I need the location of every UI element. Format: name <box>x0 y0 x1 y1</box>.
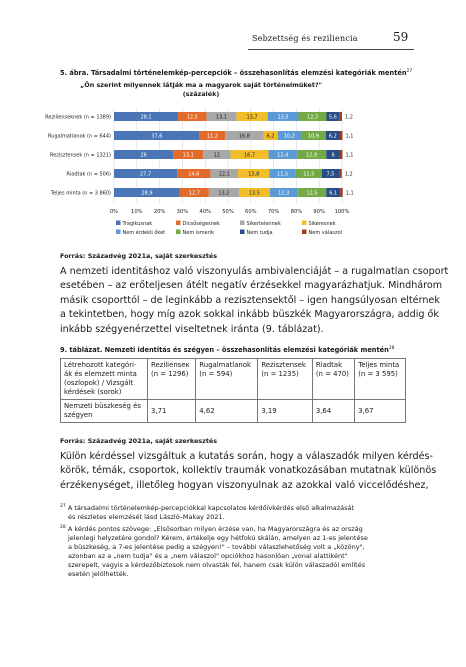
paragraph-line: inkább szégyenérzettel viseltetnek iránta (9. táblázat). <box>60 323 324 335</box>
column-name: Rugalmatlanok <box>199 361 251 369</box>
row-label-line: Nemzeti büszkeség és <box>64 402 141 410</box>
legend-swatch <box>240 221 245 226</box>
bar-segment <box>340 188 343 197</box>
bar-segment <box>340 131 343 140</box>
bar-segment <box>339 169 342 178</box>
data-label: 1,1 <box>345 190 354 197</box>
page-number: 59 <box>393 30 409 44</box>
legend-label: Nem válaszol <box>308 230 342 236</box>
x-tick-label: 30% <box>176 209 189 215</box>
header-line: Létrehozott kategóri- <box>64 361 137 369</box>
data-label: 12 <box>213 152 221 159</box>
paragraph-line: esetében – az erőteljesen átélt negatív érzésekkel magyarázhatjuk. Mindhárom <box>60 280 443 292</box>
data-label: 26 <box>140 152 147 159</box>
data-label: 10,9 <box>307 133 319 140</box>
data-label: 12,3 <box>306 114 319 121</box>
category-label: Rugalmatlanok (n = 644) <box>47 133 111 140</box>
data-label: 28,9 <box>141 190 153 197</box>
footnote-27 <box>60 502 410 522</box>
data-label: 13,1 <box>182 152 194 159</box>
table-caption-footnote-ref: 28 <box>388 346 395 351</box>
legend-label: Nem érdekli őket <box>122 230 166 236</box>
table-source: Forrás: Századvég 2021a, saját szerkesztés <box>60 437 218 445</box>
footnote-line: A kérdés pontos szövege: „Elsősorban milyen érzése van, ha Magyarországra és az ország <box>67 525 363 534</box>
x-tick-label: 10% <box>131 209 143 215</box>
table-header-cell <box>258 359 313 400</box>
paragraph-line: másik csoporttól – de leginkább a rezisztensektől – igen hangsúlyosan eltérnek <box>60 294 440 306</box>
data-label: 1,2 <box>345 114 353 121</box>
x-tick-label: 60% <box>245 209 257 215</box>
body-paragraph-2 <box>60 450 437 493</box>
legend-label: Dicsőségesnek <box>182 221 220 227</box>
legend-swatch <box>240 230 245 235</box>
legend-label: Nem ismerik <box>182 230 215 236</box>
category-label: Rezisztensek (n = 1321) <box>49 152 111 159</box>
table-row-label <box>61 400 148 423</box>
column-n: (n = 3 595) <box>358 370 398 378</box>
column-name: Teljes minta <box>358 361 400 369</box>
table-cell: 3,71 <box>148 400 196 423</box>
paragraph-line: a tekintetben, hogy míg azok sokkal inkább büszkék Magyarországra, addig ők <box>60 309 439 321</box>
legend-swatch <box>116 221 121 226</box>
data-label: 11,5 <box>277 171 289 178</box>
running-header-title: Sebzettség és reziliencia <box>252 34 358 43</box>
data-label: 12,9 <box>305 152 318 159</box>
x-tick-label: 50% <box>222 209 234 215</box>
legend-swatch <box>302 230 307 235</box>
table-cell: 3,64 <box>312 400 354 423</box>
data-label: 27,7 <box>140 171 152 178</box>
data-label: 12,3 <box>278 190 290 197</box>
legend-swatch <box>302 221 307 226</box>
paragraph-line: Külön kérdéssel vizsgáltuk a kutatás során, hogy a válaszadók milyen kérdés- <box>60 451 433 462</box>
figure-source: Forrás: Századvég 2021a, saját szerkesztés <box>60 252 218 260</box>
column-n: (n = 1296) <box>151 370 189 378</box>
table-row <box>61 400 406 423</box>
body-paragraph-1 <box>60 265 449 337</box>
legend-label: Sikertelennek <box>246 221 281 227</box>
footnote-line: jelenlegi helyzetére gondol? Kérem, értékelje egy hétfokú skálán, amelyen az 1-es jelentése <box>68 534 368 543</box>
data-label: 6 <box>331 152 335 159</box>
data-label: 11,5 <box>303 171 315 178</box>
paragraph-line: körök, témák, csoportok, kollektív traumák vonatkozásában mutatnak különös <box>60 465 437 477</box>
table-header-row <box>61 359 406 400</box>
data-table <box>60 358 406 423</box>
data-label: 16,7 <box>243 152 256 159</box>
data-label: 16,8 <box>238 133 250 140</box>
table-caption-text: 9. táblázat. Nemzeti identitás és szégyen – összehasonlítás elemzési kategóriák mentén <box>60 346 389 355</box>
table-cell: 3,19 <box>258 400 313 423</box>
row-label-line: szégyen <box>64 411 93 419</box>
category-label: Rezilienseknek (n = 1389) <box>45 114 111 121</box>
data-label: 1,1 <box>345 152 354 159</box>
data-label: 28,1 <box>140 114 152 121</box>
chart-title-line2: (százalék) <box>182 90 220 98</box>
data-label: 1,2 <box>344 171 353 178</box>
data-label: 1,1 <box>345 133 354 140</box>
legend-swatch <box>176 221 181 226</box>
x-tick-label: 20% <box>153 209 166 215</box>
table-cell: 4,62 <box>196 400 258 423</box>
paragraph-line: A nemzeti identitáshoz való viszonyulás ambivalenciáját – a rugalmatlan csoport <box>60 266 449 277</box>
data-label: 13,7 <box>246 114 258 121</box>
stacked-bar-chart <box>45 104 370 248</box>
figure-caption-text: 5. ábra. Társadalmi történelemkép-percepciók – összehasonlítás elemzési kategóriák mentén <box>60 69 407 78</box>
table-header-cell <box>196 359 258 400</box>
data-label: 11,2 <box>206 133 219 140</box>
data-label: 12,5 <box>306 190 318 197</box>
header-line: (oszlopok) / Vizsgált <box>64 379 134 387</box>
column-n: (n = 470) <box>315 370 349 378</box>
table-header-cell <box>148 359 196 400</box>
figure-caption <box>60 69 412 77</box>
table-header-cell <box>312 359 354 400</box>
data-label: 7,5 <box>326 171 335 178</box>
x-tick-label: 100% <box>334 209 350 215</box>
data-label: 12,4 <box>277 152 289 159</box>
x-tick-label: 0% <box>109 209 119 215</box>
x-tick-label: 70% <box>267 209 280 215</box>
footnote-line: és részletes elemzését lásd László–Makay 2021. <box>68 513 225 522</box>
bar-segment <box>340 150 343 159</box>
data-label: 6,1 <box>329 190 338 197</box>
header-line: ák és elemzett minta <box>64 370 137 378</box>
data-label: 13,1 <box>215 114 228 121</box>
data-label: 14,6 <box>188 171 200 178</box>
data-label: 13,2 <box>218 190 230 197</box>
header-line: kérdések (sorok) <box>64 388 122 396</box>
x-tick-label: 80% <box>290 209 303 215</box>
table-header-cell <box>355 359 406 400</box>
footnote-28 <box>60 523 410 579</box>
data-label: 6,2 <box>328 133 337 140</box>
data-label: 12,7 <box>188 190 200 197</box>
legend-label: Nem tudja <box>246 230 273 236</box>
column-name: Rezisztensek <box>261 361 306 369</box>
data-label: 13,5 <box>248 190 260 197</box>
legend-label: Tragikusnak <box>122 221 153 227</box>
data-label: 12,5 <box>186 114 198 121</box>
column-name: Rezilienseк <box>151 361 190 369</box>
footnote-line: szerepelt, vagyis a kérdezőbiztosok nem olvasták fel, hanem csak külön válaszadói említés <box>68 561 366 570</box>
footnote-line: azonban az a „nem tudja" és a „nem válaszol" opciókhoz hasonlóan „vonal alattiként" <box>68 552 348 561</box>
chart-title-line1: „Ön szerint milyennek látják ma a magyarok saját történelmüket?" <box>80 81 322 89</box>
data-label: 37,6 <box>151 133 163 140</box>
x-tick-label: 90% <box>313 209 325 215</box>
table-header-first-cell <box>61 359 148 400</box>
table-caption <box>60 346 395 354</box>
legend-swatch <box>176 230 181 235</box>
legend-label: Sikeresnek <box>308 221 336 227</box>
data-label: 10,2 <box>283 133 295 140</box>
category-label: Riadtak (n = 506) <box>66 171 111 178</box>
footnote-number: 27 <box>60 504 66 509</box>
figure-caption-footnote-ref: 27 <box>406 69 413 74</box>
legend-swatch <box>116 230 121 235</box>
data-label: 6,2 <box>266 133 275 140</box>
footnote-line: A társadalmi történelemkép-percepciókkal kapcsolatos kérdőívkérdés első alkalmazását <box>67 504 355 513</box>
column-n: (n = 1235) <box>261 370 299 378</box>
column-n: (n = 594) <box>199 370 233 378</box>
footnote-number: 28 <box>60 525 66 530</box>
data-label: 13,8 <box>248 171 260 178</box>
category-label: Teljes minta (n = 3 860) <box>50 190 111 197</box>
data-label: 12,1 <box>218 171 230 178</box>
data-label: 5,6 <box>328 114 337 121</box>
footnote-line: esetén jelölhették. <box>68 570 129 579</box>
x-tick-label: 40% <box>199 209 211 215</box>
paragraph-line: érzékenységet, illetőleg hogyan viszonyulnak az azokkal való viccelődéshez, <box>60 479 429 491</box>
header-rule <box>248 49 414 50</box>
data-label: 13,5 <box>277 114 289 121</box>
table-cell: 3,67 <box>355 400 406 423</box>
column-name: Riadtak <box>315 361 343 369</box>
footnote-line: a büszkeség, a 7-es jelentése pedig a szégyen!" – további válaszlehetőség volt a „közöny", <box>68 543 365 552</box>
bar-segment <box>339 112 342 121</box>
